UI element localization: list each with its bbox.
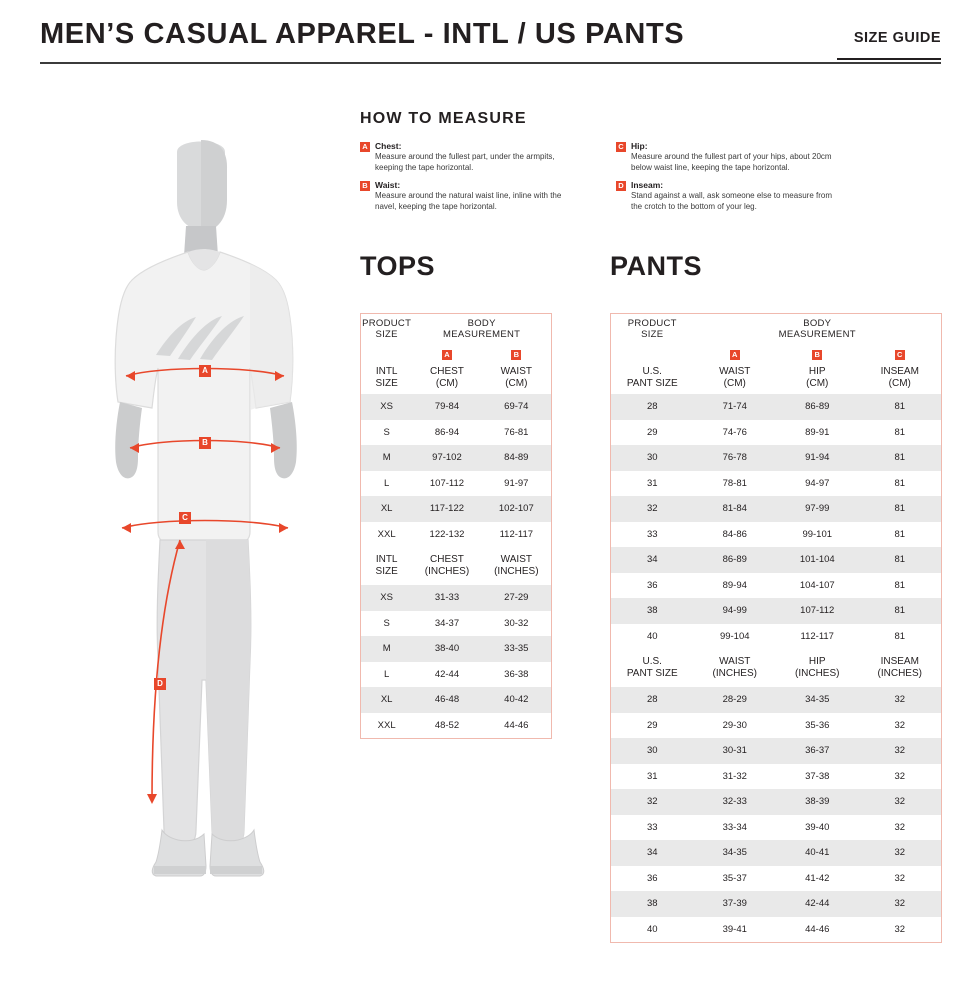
how-to-measure-item-text: Stand against a wall, ask someone else to measure from the crotch to the bottom of your leg. [631,191,832,211]
table-cell: 101-104 [776,547,859,573]
badge-a-icon: A [412,344,481,362]
table-row [611,738,941,764]
table-cell: S [383,617,390,629]
table-cell: 36-38 [504,668,529,680]
table-cell: 97-102 [412,445,481,471]
how-to-measure-item-label: Hip: [631,141,648,151]
header-rule-accent [837,58,941,60]
table-cell: 34-35 [694,840,777,866]
table-cell: 36 [646,872,658,884]
table-cell: 32 [859,840,942,866]
table-cell: 31 [646,477,658,489]
table-cell: 84-86 [722,528,747,540]
table-cell: 44-46 [504,719,529,731]
table-cell: XXL [377,528,396,540]
table-cell: 34-35 [776,687,859,713]
table-cell: 81 [859,445,942,471]
table-cell: 32 [859,687,942,713]
how-to-measure-title: HOW TO MEASURE [360,110,527,127]
table-cell: 36 [646,579,658,591]
table-row [611,573,941,599]
header-body-measurement: BODY MEASUREMENT [778,318,856,340]
table-row [361,522,551,548]
table-row [361,687,551,713]
table-row [611,815,941,841]
size-guide-label: SIZE GUIDE [853,30,941,46]
how-to-measure-item-label: Chest: [375,141,402,151]
table-cell: 33-35 [482,636,551,662]
how-to-measure-column-right [616,141,836,219]
table-cell: 40 [646,630,658,642]
table-row [611,866,941,892]
header-rule [40,62,941,64]
table-cell: 29 [646,426,658,438]
table-cell: 81 [859,598,942,624]
table-row [611,840,941,866]
column-header: WAIST (CM) [719,366,751,389]
table-cell: 81 [859,496,942,522]
table-row [611,764,941,790]
table-cell: 107-112 [776,598,859,624]
header-product-size: PRODUCT SIZE [362,318,412,340]
table-cell: 112-117 [499,528,534,540]
table-cell: 89-91 [805,426,830,438]
table-cell: L [384,477,390,489]
table-cell: 31-33 [412,585,481,611]
table-cell: 104-107 [799,579,835,591]
badge-b-icon: B [482,344,551,362]
tops-size-table [361,314,551,738]
table-row [361,420,551,446]
table-row [611,445,941,471]
table-cell: 29-30 [722,719,747,731]
table-cell: 29 [646,719,658,731]
table-cell: 91-94 [776,445,859,471]
tops-section-title: TOPS [360,251,436,281]
table-cell: 79-84 [412,394,481,420]
table-badge-row [611,344,941,362]
table-cell: 91-97 [504,477,529,489]
table-cell: 36-37 [776,738,859,764]
table-cell: 32 [611,496,694,522]
table-cell: 32 [859,891,942,917]
table-column-header-row [361,362,551,394]
table-cell: 32-33 [694,789,777,815]
table-cell: 102-107 [482,496,551,522]
badge-c-icon: C [616,142,626,152]
table-cell: 48-52 [434,719,460,731]
table-cell: 37-39 [694,891,777,917]
table-cell: XL [361,687,412,713]
table-cell: 32 [894,770,906,782]
table-cell: 81 [894,477,906,489]
table-row [611,471,941,497]
table-cell: 89-94 [722,579,747,591]
mannequin-illustration [60,140,350,880]
table-cell: 94-97 [805,477,830,489]
column-header: INSEAM (CM) [880,366,919,389]
table-row [611,917,941,943]
table-cell: 34 [611,547,694,573]
table-cell: 117-122 [412,496,481,522]
table-cell: 86-94 [434,426,460,438]
table-cell: 32 [894,872,906,884]
how-to-measure-item-text: Measure around the fullest part of your hips, about 20cm below waist line, keeping the tape horizontal. [631,152,832,172]
table-cell: 33 [646,528,658,540]
how-to-measure-item [616,141,836,173]
table-cell: 81 [894,630,906,642]
table-header-group-row [611,314,941,344]
how-to-measure-item-text: Measure around the fullest part, under the armpits, keeping the tape horizontal. [375,152,555,172]
table-cell: 39-40 [805,821,830,833]
figure-badge-c: C [179,512,191,524]
table-row [611,687,941,713]
how-to-measure-item-label: Waist: [375,180,401,190]
badge-d-icon: D [616,181,626,191]
table-cell: 32 [859,738,942,764]
column-header: WAIST (INCHES) [482,547,551,585]
table-cell: 38-39 [776,789,859,815]
table-cell: 81 [894,579,906,591]
how-to-measure-section [360,110,942,219]
table-cell: 74-76 [722,426,747,438]
table-cell: 81 [859,394,942,420]
table-cell: 44-46 [805,923,830,935]
table-cell: L [384,668,390,680]
how-to-measure-item-text: Measure around the natural waist line, inline with the navel, keeping the tape horizontal. [375,191,562,211]
column-header: INTL SIZE [361,547,412,585]
column-header: U.S. PANT SIZE [626,366,678,389]
table-row [361,636,551,662]
column-header: INSEAM (INCHES) [859,649,942,687]
table-cell: 81-84 [694,496,777,522]
table-row [361,662,551,688]
figure-badge-a: A [199,365,211,377]
table-cell: 94-99 [694,598,777,624]
table-row [361,611,551,637]
table-cell: 28-29 [694,687,777,713]
table-row [611,713,941,739]
table-cell: 71-74 [694,394,777,420]
table-cell: 40-42 [482,687,551,713]
table-row [361,394,551,420]
column-header: HIP (INCHES) [776,649,859,687]
header-body-measurement: BODY MEASUREMENT [443,318,521,340]
table-cell: 42-44 [434,668,460,680]
column-header: CHEST (INCHES) [412,547,481,585]
table-cell: 76-81 [504,426,529,438]
table-cell: 30 [611,738,694,764]
table-cell: 86-89 [776,394,859,420]
how-to-measure-item [360,141,580,173]
table-cell: 42-44 [776,891,859,917]
table-cell: 37-38 [805,770,830,782]
table-cell: 81 [859,547,942,573]
table-header-group-row [361,314,551,344]
table-cell: 112-117 [800,630,834,642]
tops-table [360,313,552,739]
table-cell: 27-29 [482,585,551,611]
table-cell: 35-37 [722,872,747,884]
table-cell: 32 [894,719,906,731]
table-row [611,522,941,548]
table-cell: 69-74 [482,394,551,420]
table-row [361,496,551,522]
table-cell: XS [361,585,412,611]
column-header: HIP (CM) [806,366,829,389]
table-cell: S [383,426,390,438]
table-cell: 32 [859,789,942,815]
how-to-measure-item [360,180,580,212]
column-header: WAIST (INCHES) [694,649,777,687]
table-unit-header-row [361,547,551,585]
table-cell: 38 [611,891,694,917]
table-row [361,585,551,611]
table-cell: 122-132 [429,528,465,540]
table-row [611,624,941,650]
table-row [361,471,551,497]
table-cell: 41-42 [805,872,830,884]
badge-spacer [361,344,412,362]
badge-a-icon: A [694,344,777,362]
figure-badge-d: D [154,678,166,690]
table-cell: 39-41 [722,923,747,935]
badge-spacer [611,344,694,362]
pants-section-title: PANTS [610,251,703,281]
column-header: WAIST (CM) [500,366,532,389]
table-column-header-row [611,362,941,394]
table-cell: XS [361,394,412,420]
table-cell: 33-34 [722,821,747,833]
table-cell: 81 [894,426,906,438]
table-row [611,496,941,522]
how-to-measure-column-left [360,141,580,219]
table-cell: M [361,445,412,471]
badge-b-icon: B [776,344,859,362]
table-cell: 107-112 [429,477,465,489]
table-cell: 99-101 [802,528,833,540]
table-cell: 46-48 [412,687,481,713]
table-cell: XXL [377,719,396,731]
table-row [611,789,941,815]
pants-table [610,313,942,943]
table-cell: 32 [894,821,906,833]
table-cell: 31 [646,770,658,782]
table-row [361,445,551,471]
table-cell: 38-40 [412,636,481,662]
table-cell: 31-32 [722,770,747,782]
table-cell: 30-32 [504,617,529,629]
badge-a-icon: A [360,142,370,152]
table-cell: 97-99 [776,496,859,522]
table-cell: 30-31 [694,738,777,764]
page-title: MEN’S CASUAL APPAREL - INTL / US PANTS [40,18,685,50]
table-row [611,420,941,446]
table-row [361,713,551,739]
table-cell: 40 [646,923,658,935]
table-cell: 32 [611,789,694,815]
table-cell: 30 [611,445,694,471]
page-header [40,18,941,72]
table-cell: 40-41 [776,840,859,866]
column-header: U.S. PANT SIZE [611,649,694,687]
table-row [611,598,941,624]
table-cell: 35-36 [805,719,830,731]
table-unit-header-row [611,649,941,687]
table-cell: 86-89 [694,547,777,573]
table-cell: 99-104 [719,630,750,642]
badge-c-icon: C [859,344,942,362]
table-badge-row [361,344,551,362]
table-cell: 84-89 [482,445,551,471]
how-to-measure-item-label: Inseam: [631,180,664,190]
figure-badge-b: B [199,437,211,449]
how-to-measure-item [616,180,836,212]
table-cell: 34 [611,840,694,866]
table-row [611,891,941,917]
table-cell: 38 [611,598,694,624]
table-cell: 34-37 [434,617,460,629]
column-header: INTL SIZE [375,366,398,389]
pants-size-table [611,314,941,942]
table-cell: 76-78 [694,445,777,471]
header-product-size: PRODUCT SIZE [627,318,677,340]
table-row [611,547,941,573]
table-cell: 78-81 [722,477,747,489]
column-header: CHEST (CM) [430,366,464,389]
table-cell: XL [361,496,412,522]
table-cell: 33 [646,821,658,833]
table-cell: 32 [894,923,906,935]
mannequin-svg [60,140,350,880]
table-row [611,394,941,420]
badge-b-icon: B [360,181,370,191]
table-cell: M [361,636,412,662]
table-cell: 28 [611,394,694,420]
table-cell: 28 [611,687,694,713]
table-cell: 81 [894,528,906,540]
